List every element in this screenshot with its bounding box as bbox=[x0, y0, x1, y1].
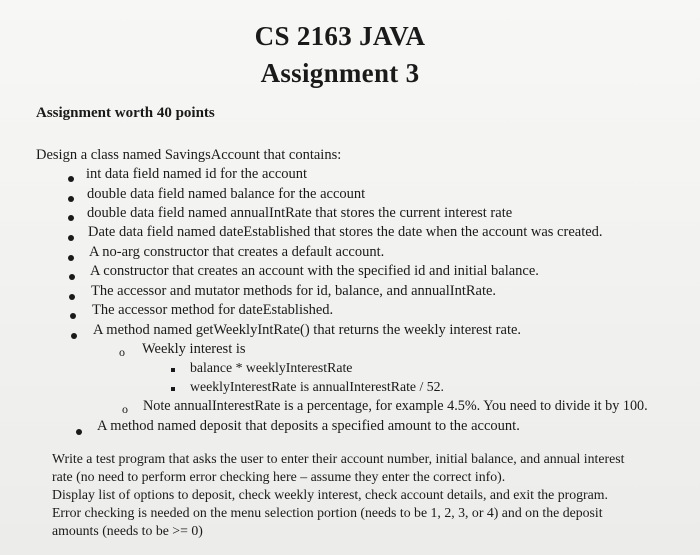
bullet-item: The accessor method for dateEstablished. bbox=[92, 302, 334, 318]
bullet-item: A method named deposit that deposits a specified amount to the account. bbox=[97, 418, 520, 434]
sub-bullet-item: Note annualInterestRate is a percentage, for example 4.5%. You need to divide it by 100. bbox=[143, 398, 648, 414]
paragraph-line: rate (no need to perform error checking here – assume they enter the correct info). bbox=[52, 469, 506, 484]
bullet-dot bbox=[70, 313, 76, 319]
bullet-item: A constructor that creates an account with the specified id and initial balance. bbox=[90, 263, 539, 279]
bullet-item: A method named getWeeklyIntRate() that returns the weekly interest rate. bbox=[93, 322, 522, 338]
course-title: CS 2163 JAVA bbox=[254, 21, 426, 51]
bullet-dot bbox=[76, 429, 82, 435]
bullet-dot bbox=[69, 274, 75, 280]
circle-bullet-icon: o bbox=[122, 402, 128, 416]
bullet-item: double data field named annualIntRate that stores the current interest rate bbox=[87, 205, 513, 221]
square-bullet-icon bbox=[171, 368, 175, 372]
bullet-item: Date data field named dateEstablished that stores the date when the account was created. bbox=[88, 224, 603, 240]
paragraph-line: Error checking is needed on the menu selection portion (needs to be 1, 2, 3, or 4) and on the deposit bbox=[52, 505, 603, 520]
sub-bullet-item: Weekly interest is bbox=[142, 341, 246, 357]
bullet-dot bbox=[69, 294, 75, 300]
paragraph-line: amounts (needs to be >= 0) bbox=[52, 523, 203, 538]
assignment-title: Assignment 3 bbox=[260, 58, 420, 88]
bullet-item: The accessor and mutator methods for id, balance, and annualIntRate. bbox=[91, 283, 497, 299]
points-worth: Assignment worth 40 points bbox=[36, 105, 215, 121]
square-bullet-icon bbox=[171, 387, 175, 391]
sub-sub-bullet-item: balance * weeklyInterestRate bbox=[190, 360, 353, 375]
bullet-item: A no-arg constructor that creates a default account. bbox=[89, 244, 385, 260]
sub-sub-bullet-item: weeklyInterestRate is annualInterestRate / 52. bbox=[190, 379, 445, 394]
bullet-dot bbox=[68, 255, 74, 261]
bullet-dot bbox=[68, 215, 74, 221]
bullet-dot bbox=[68, 176, 74, 182]
bullet-item: double data field named balance for the account bbox=[87, 186, 366, 202]
bullet-item: int data field named id for the account bbox=[86, 166, 308, 182]
intro-text: Design a class named SavingsAccount that contains: bbox=[36, 147, 342, 163]
paragraph-line: Display list of options to deposit, check weekly interest, check account details, and exit the program. bbox=[52, 487, 608, 502]
paragraph-line: Write a test program that asks the user to enter their account number, initial balance, and annual interest bbox=[52, 451, 625, 466]
bullet-dot bbox=[71, 333, 77, 339]
circle-bullet-icon: o bbox=[119, 345, 125, 359]
bullet-dot bbox=[68, 196, 74, 202]
bullet-dot bbox=[68, 235, 74, 241]
